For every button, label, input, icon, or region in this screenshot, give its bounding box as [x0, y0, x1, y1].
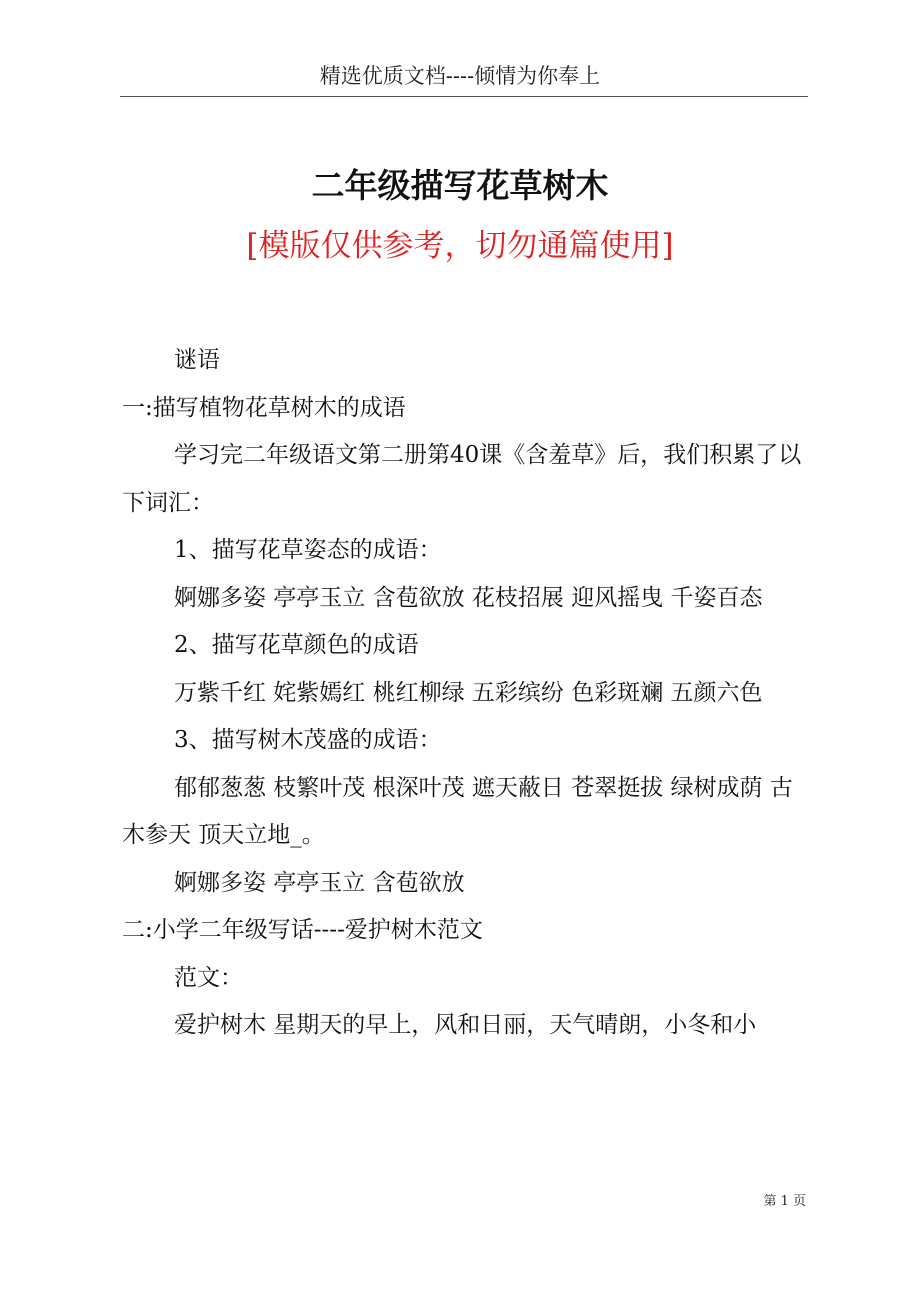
page-number: 第 1 页 [763, 1194, 806, 1209]
subheading-color: 2、描写花草颜色的成语 [174, 632, 419, 658]
idiom-list-color: 万紫千红 姹紫嫣红 桃红柳绿 五彩缤纷 色彩斑斓 五颜六色 [174, 679, 763, 706]
paragraph-sample-label: 范文： [174, 964, 243, 991]
idiom-list-posture: 婀娜多姿 亭亭玉立 含苞欲放 花枝招展 迎风摇曳 千姿百态 [174, 584, 763, 611]
subheading-posture: 1、描写花草姿态的成语： [174, 537, 442, 563]
template-notice: [模版仅供参考，切勿通篇使用] [246, 228, 674, 264]
paragraph-riddle: 谜语 [174, 347, 220, 373]
header-divider [120, 96, 808, 97]
subheading-trees: 3、描写树木茂盛的成语： [174, 727, 442, 753]
page-header: 精选优质文档----倾情为你奉上 [319, 64, 601, 88]
document-title: 二年级描写花草树木 [311, 166, 609, 205]
paragraph-sample-text: 爱护树木 星期天的早上，风和日丽，天气晴朗，小冬和小 [174, 1012, 757, 1038]
idiom-list-trees: 郁郁葱葱 枝繁叶茂 根深叶茂 遮天蔽日 苍翠挺拔 绿树成荫 古木参天 顶天立地_。 [122, 774, 793, 848]
section-heading-1: 一:描写植物花草树木的成语 [122, 394, 406, 421]
section-heading-2: 二:小学二年级写话----爱护树木范文 [122, 917, 483, 943]
paragraph-intro: 学习完二年级语文第二册第40课《含羞草》后，我们积累了以下词汇： [122, 442, 802, 516]
document-body [122, 337, 806, 1050]
idiom-list-repeat: 婀娜多姿 亭亭玉立 含苞欲放 [174, 869, 465, 896]
